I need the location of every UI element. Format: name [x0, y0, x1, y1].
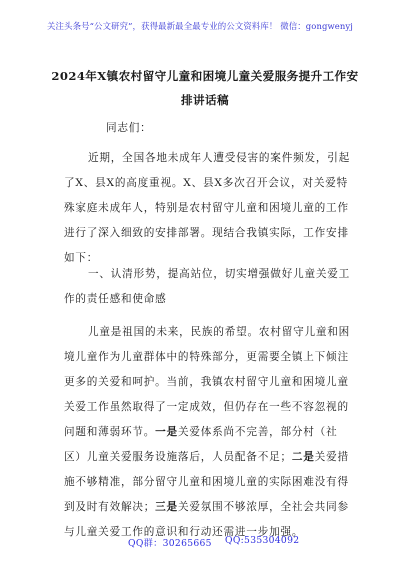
bold-marker: 二是 — [291, 451, 315, 463]
paragraph-line: 如下： — [64, 252, 99, 264]
text-run: 到及时有效解决； — [64, 501, 156, 513]
paragraph-line: 进行了深入细致的安排部署。现结合我镇实际，工作安排 — [64, 227, 349, 239]
section-heading-line: 一、认清形势，提高站位，切实增强做好儿童关爱工 — [88, 268, 351, 280]
section-heading-line: 作的责任感和使命感 — [64, 293, 167, 305]
paragraph-line: 殊家庭未成年人，特别是农村留守儿童和困境儿童的工作 — [64, 202, 349, 214]
text-run: 关爱氛围不够浓厚，全社会共同参 — [177, 501, 349, 513]
bold-marker: 一是 — [155, 426, 178, 438]
text-run: 关爱措 — [314, 451, 349, 463]
text-run: 问题和薄弱环节。 — [64, 426, 156, 438]
paragraph-line — [64, 445, 349, 469]
paragraph-line — [64, 495, 349, 519]
footer-qq-group: QQ群：30265665 — [128, 538, 212, 549]
paragraph-line: 境儿童作为儿童群体中的特殊部分，更需要全镇上下倾注 — [64, 351, 349, 363]
paragraph-line: 与儿童关爱工作的意识和行动还需进一步加强。 — [64, 526, 304, 538]
paragraph-line: 近期，全国各地未成年人遭受侵害的案件频发，引起 — [88, 152, 351, 164]
paragraph-line: 更多的关爱和呵护。当前，我镇农村留守儿童和困境儿童 — [64, 376, 349, 388]
text-run: 关爱体系尚不完善，部分村（社 — [177, 426, 338, 438]
salutation: 同志们： — [106, 122, 152, 134]
text-run: 区）儿童关爱服务设施落后，人员配备不足； — [64, 451, 292, 463]
document-title-line-2: 排讲话稿 — [181, 93, 229, 107]
footer-qq: QQ:535304092 — [225, 535, 300, 546]
bold-marker: 三是 — [155, 501, 178, 513]
document-title-line-1: 2024年X镇农村留守儿童和困境儿童关爱服务提升工作安 — [51, 69, 359, 83]
paragraph-line: 儿童是祖国的未来，民族的希望。农村留守儿童和困 — [88, 326, 351, 338]
header-notice: 关注头条号“公文研究”，获得最新最全最专业的公文资料库！ 微信：gongwenyj — [47, 22, 353, 32]
paragraph-line: 施不够精准，部分留守儿童和困境儿童的实际困难没有得 — [64, 476, 349, 488]
paragraph-line: 了X、县X的高度重视。X、县X多次召开会议，对关爱特 — [64, 177, 349, 189]
paragraph-line — [64, 420, 337, 444]
paragraph-line: 关爱工作虽然取得了一定成效，但仍存在一些不容忽视的 — [64, 401, 349, 413]
